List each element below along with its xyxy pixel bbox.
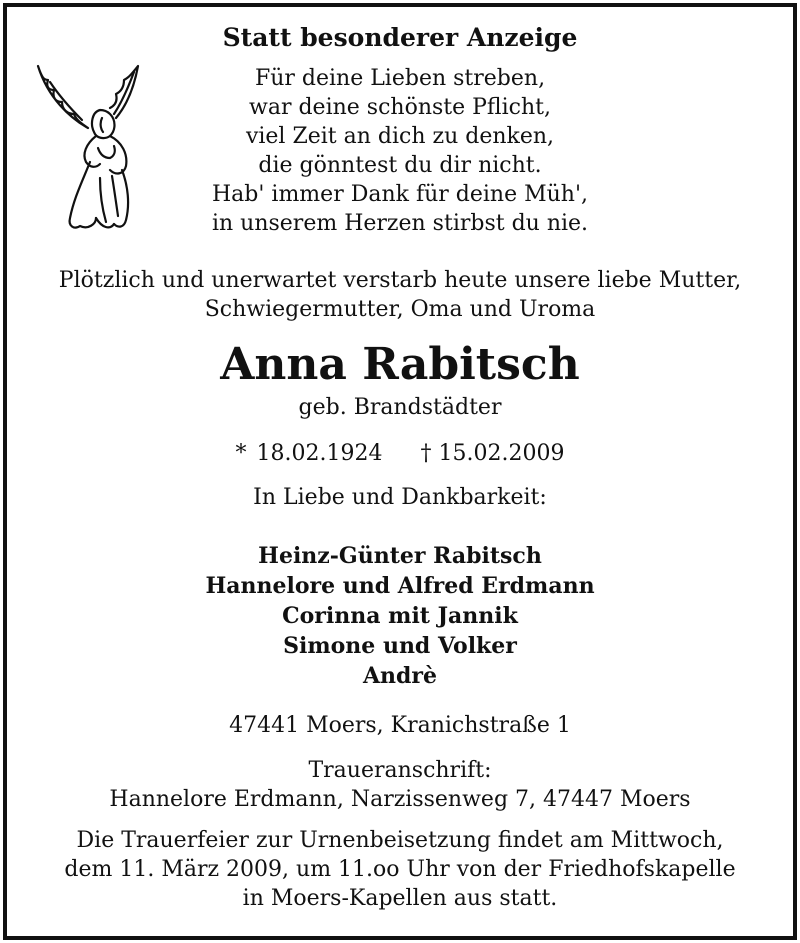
family-member: Corinna mit Jannik (282, 603, 518, 629)
poem-line: die gönntest du dir nicht. (258, 153, 542, 178)
poem-line: war deine schönste Pflicht, (249, 95, 551, 120)
poem (0, 64, 800, 238)
death-cross-icon: † (420, 441, 432, 466)
mourning-address-value: Hannelore Erdmann, Narzissenweg 7, 47447 Moers (109, 787, 691, 812)
funeral-line: Die Trauerfeier zur Urnenbeisetzung findet am Mittwoch, (76, 828, 724, 853)
poem-line: viel Zeit an dich zu denken, (245, 124, 555, 149)
family-member: Simone und Volker (283, 633, 517, 659)
intro-line: Plötzlich und unerwartet verstarb heute unsere liebe Mutter, (58, 268, 742, 293)
funeral-line: dem 11. März 2009, um 11.oo Uhr von der Friedhofskapelle (64, 857, 736, 882)
family-list (0, 541, 800, 691)
home-address: 47441 Moers, Kranichstraße 1 (229, 713, 571, 738)
funeral-line: in Moers-Kapellen aus statt. (242, 886, 558, 911)
funeral-info (0, 826, 800, 913)
mourning-address-label: Traueranschrift: (308, 758, 492, 783)
poem-line: Für deine Lieben streben, (254, 66, 546, 91)
birth-star-icon: * (235, 441, 247, 466)
dedication: In Liebe und Dankbarkeit: (253, 485, 547, 510)
deceased-name: Anna Rabitsch (220, 339, 580, 390)
birth-date: 18.02.1924 (256, 441, 383, 466)
birth-name: geb. Brandstädter (298, 395, 502, 420)
family-member: Andrè (362, 663, 438, 689)
death-date: 15.02.2009 (438, 441, 565, 466)
family-member: Hannelore und Alfred Erdmann (205, 573, 595, 599)
poem-line: Hab' immer Dank für deine Müh', (211, 182, 588, 207)
intro-text (0, 266, 800, 324)
family-member: Heinz-Günter Rabitsch (258, 543, 542, 569)
intro-line: Schwiegermutter, Oma und Uroma (204, 297, 596, 322)
notice-heading: Statt besonderer Anzeige (222, 23, 578, 52)
mourning-address (0, 756, 800, 814)
poem-line: in unserem Herzen stirbst du nie. (211, 211, 589, 236)
life-dates (0, 440, 800, 468)
